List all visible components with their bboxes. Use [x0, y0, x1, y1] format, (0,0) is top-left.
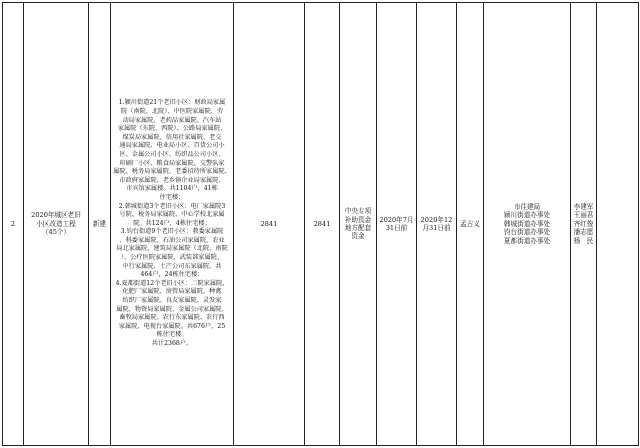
- end-date-line: 月31日前: [422, 224, 451, 232]
- responsible-person-line: 王丽君: [573, 211, 594, 220]
- responsible-units-cell: [484, 3, 571, 446]
- content-line: ）、公疗医院家属院、武装部家属院、: [120, 254, 224, 262]
- funding-source-line: 补助资金: [344, 215, 372, 224]
- content-line: 院（南院、北院）、中医院家属院、劳: [120, 107, 224, 115]
- end-date-line: 2020年12: [420, 215, 453, 224]
- content-line: 煤炭局家属院、信用社家属院、老交: [122, 133, 222, 141]
- content-line: 印刷厂小区、粮食局家属院、交警队家: [119, 159, 225, 167]
- content-line: 住宅楼；: [159, 193, 185, 201]
- funding-amount-cell: 2841: [305, 3, 340, 446]
- construction-content-cell: [111, 3, 234, 446]
- project-table: [2, 2, 639, 446]
- total-investment-cell: 2841: [234, 3, 305, 446]
- funding-source-line: 资金: [351, 232, 365, 241]
- funding-source-line: 地方配套: [344, 224, 372, 232]
- content-line: 畜牧局家属院、农行东家属院、农行西: [119, 314, 225, 322]
- content-line: 栋住宅楼。: [156, 331, 188, 339]
- content-line: 化肥厂家属院、房管局家属院、种禽: [122, 288, 222, 296]
- content-line: 通局家属院、电业局小区、百货公司小: [119, 142, 225, 150]
- responsible-person-cell: [571, 3, 597, 446]
- seq-cell: 2: [3, 3, 24, 446]
- content-line: 家属院、电视台家属院。共676户，25: [118, 322, 226, 330]
- responsible-unit-line: 钧台街道办事处: [503, 228, 551, 237]
- content-line: 464户，24栋住宅楼；: [140, 271, 204, 279]
- construction-type-cell: 新建: [89, 3, 111, 446]
- responsible-unit-line: 夏都街道办事处: [503, 236, 551, 245]
- content-line: 4.夏都街道12个老旧小区：二院家属院、: [115, 279, 229, 287]
- project-name-line: 小区改造工程: [36, 219, 76, 228]
- responsible-unit-line: 市住建局: [513, 202, 541, 211]
- end-date-cell: [417, 3, 457, 446]
- remarks-cell: [597, 3, 639, 446]
- responsible-unit-line: 韩城街道办事处: [503, 219, 551, 228]
- content-line: 中行家属院、土产公司东家属院。共: [122, 262, 222, 270]
- content-line: 市政府家属院、老乡镇企业局家属院、: [119, 176, 225, 184]
- funding-source-line: 中央专项: [344, 207, 372, 216]
- content-line: 、科委家属院、石油公司家属院、农业: [119, 236, 225, 244]
- responsible-person-line: 李建军: [573, 202, 594, 211]
- content-line: 院。共124户，4栋住宅楼；: [133, 219, 211, 227]
- content-line: 1.颍川街道21个老旧小区：财政局家属: [118, 99, 226, 107]
- content-line: 纺织厂家属院、良友家属院、灵发家: [122, 297, 222, 305]
- project-name-cell: [24, 3, 89, 446]
- content-line: 局北家属院、建筑局家属院（北院、南院: [116, 245, 228, 253]
- content-line: 市宾馆家属楼。共1104户，41栋: [126, 185, 218, 193]
- table-row: [3, 3, 639, 446]
- content-line: 共计2368户。: [151, 340, 193, 348]
- funding-source-cell: [340, 3, 377, 446]
- content-line: 3.钧台街道9个老旧小区：教委家属院: [120, 228, 224, 236]
- project-name-line: （45个）: [41, 228, 71, 237]
- content-line: 区、金属公司小区、纺织品公司小区、: [119, 150, 225, 158]
- content-line: 号院、税务局家属院、中心学校北家属: [119, 211, 225, 219]
- responsible-person-line: 杨 民: [573, 236, 594, 245]
- start-date-cell: [377, 3, 417, 446]
- content-line: 家属院（东院、西院）、公路局家属院、: [117, 125, 227, 133]
- responsible-person-line: 潘志愿: [573, 228, 594, 237]
- content-line: 动局家属院、老药品家属院、汽车站: [122, 116, 222, 124]
- start-date-line: 31日前: [385, 224, 408, 232]
- responsible-unit-line: 颍川街道办事处: [503, 211, 551, 220]
- project-name-line: 2020年城区老旧: [31, 211, 81, 220]
- content-line: 2.韩城街道3个老旧小区：电厂家属院3: [118, 202, 226, 210]
- start-date-line: 2020年7月: [379, 215, 414, 224]
- content-line: 属院、税务局家属院、老委招待所家属院、: [113, 168, 231, 176]
- content-line: 属院、物资局家属院、金属公司家属院、: [116, 305, 228, 313]
- county-leader-cell: 孟占义: [457, 3, 484, 446]
- responsible-person-line: 齐红俊: [573, 219, 594, 228]
